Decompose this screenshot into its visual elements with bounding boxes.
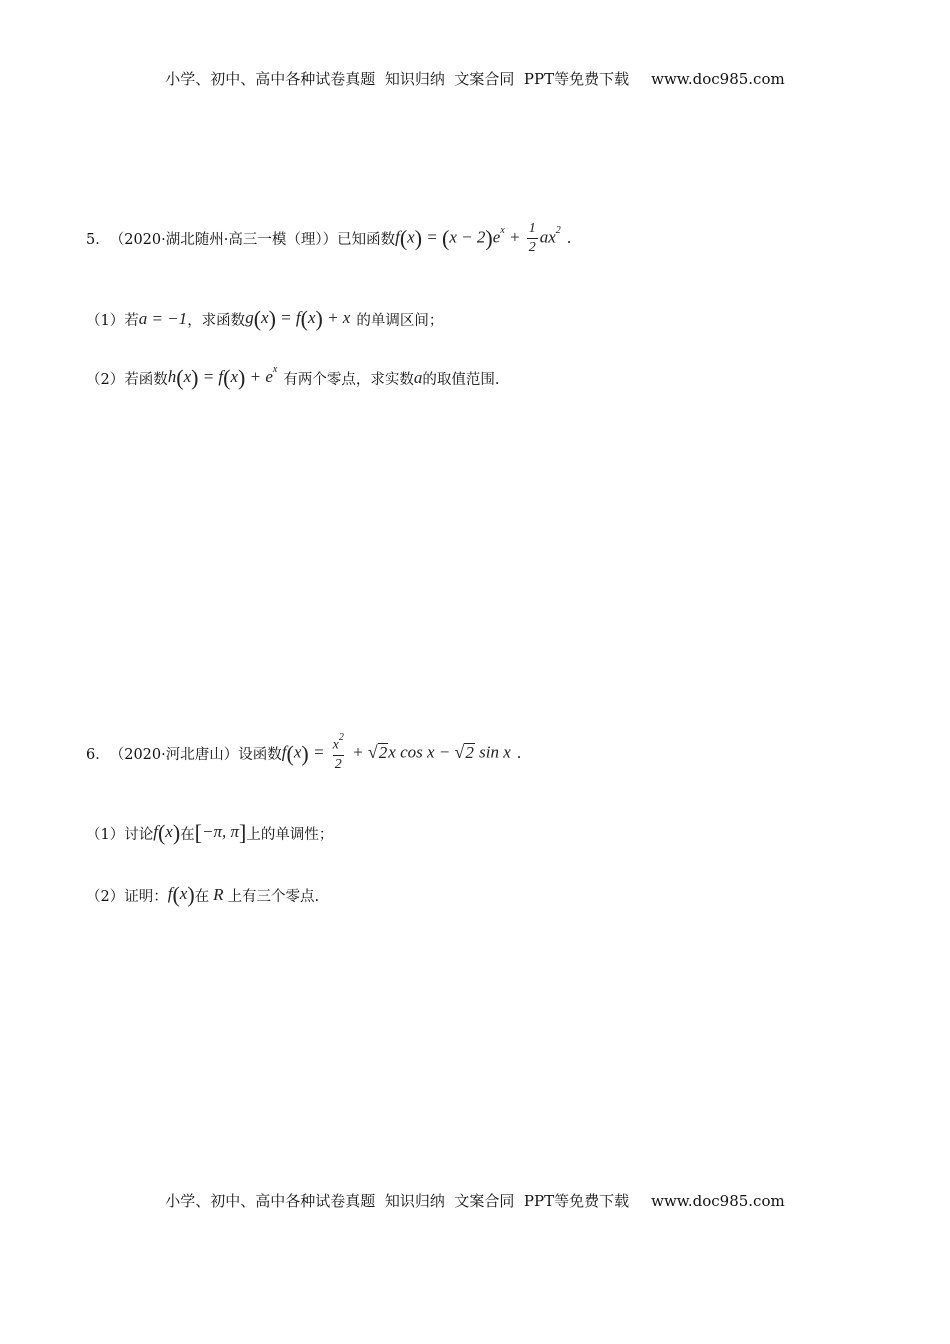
q5-source: （2020·湖北随州·高三一模（理）） [109, 232, 338, 248]
q6-part2-label: （2）证明： [86, 888, 168, 905]
q5-part1-condition: a = −1 [138, 309, 188, 328]
q5-number: 5． [86, 232, 110, 248]
q6-part1-interval: [−π, π] [194, 820, 247, 845]
q5-part2-function: $h(x) = f(x) + e^x$ [167, 364, 278, 390]
q6-number: 6． [86, 747, 110, 764]
page-header [0, 68, 950, 89]
q6-part1-function: f(x) [153, 820, 181, 845]
header-site: www.doc985.com [651, 70, 785, 88]
q5-part1-mid: ，求函数 [187, 312, 246, 329]
q6-function-formula: f(x) = $\frac{x^2}{2}$ + √ 2 x cos x − √ 2 sin x [281, 732, 511, 772]
q5-function-formula: $f(x) = (x - 2)e^x$ + $\frac{1}{2}$ $ax^2$ [395, 221, 561, 255]
q6-part2-function: f(x) [167, 882, 195, 907]
q6-part2-mid: 在 [194, 888, 210, 905]
q6-part2 [86, 882, 319, 908]
q5-part1-end: 的单调区间； [356, 312, 444, 329]
q5-intro: 已知函数 [337, 232, 396, 248]
q5-part1 [86, 306, 443, 332]
q6-end: . [516, 745, 522, 762]
header-text: 小学、初中、高中各种试卷真题 知识归纳 文案合同 PPT等免费下载 [165, 70, 630, 88]
q6-source: （2020·河北唐山） [109, 747, 239, 764]
q6-intro: 设函数 [238, 747, 282, 764]
q5-part2-variable: a [413, 368, 423, 387]
q5-part2 [86, 365, 499, 391]
q5-part2-label: （2）若函数 [86, 371, 168, 388]
q5-end: . [566, 230, 572, 247]
page-footer [0, 1190, 950, 1211]
q6-part1-label: （1）讨论 [86, 826, 154, 843]
q6-statement [86, 732, 522, 772]
q5-part2-mid: 有两个零点，求实数 [283, 371, 414, 388]
q6-part1-mid: 在 [180, 826, 195, 843]
q6-part2-end: 上有三个零点. [227, 888, 320, 905]
q5-statement [86, 222, 571, 255]
q5-part1-function: g(x) = f(x) + x [245, 306, 351, 331]
q6-part1 [86, 820, 333, 846]
q6-part1-end: 上的单调性； [246, 826, 334, 843]
q6-part2-set: R [213, 885, 224, 904]
q5-part2-end: 的取值范围. [422, 371, 500, 388]
footer-site: www.doc985.com [651, 1192, 785, 1210]
q5-part1-label: （1）若 [86, 312, 139, 329]
footer-text: 小学、初中、高中各种试卷真题 知识归纳 文案合同 PPT等免费下载 [165, 1192, 630, 1210]
